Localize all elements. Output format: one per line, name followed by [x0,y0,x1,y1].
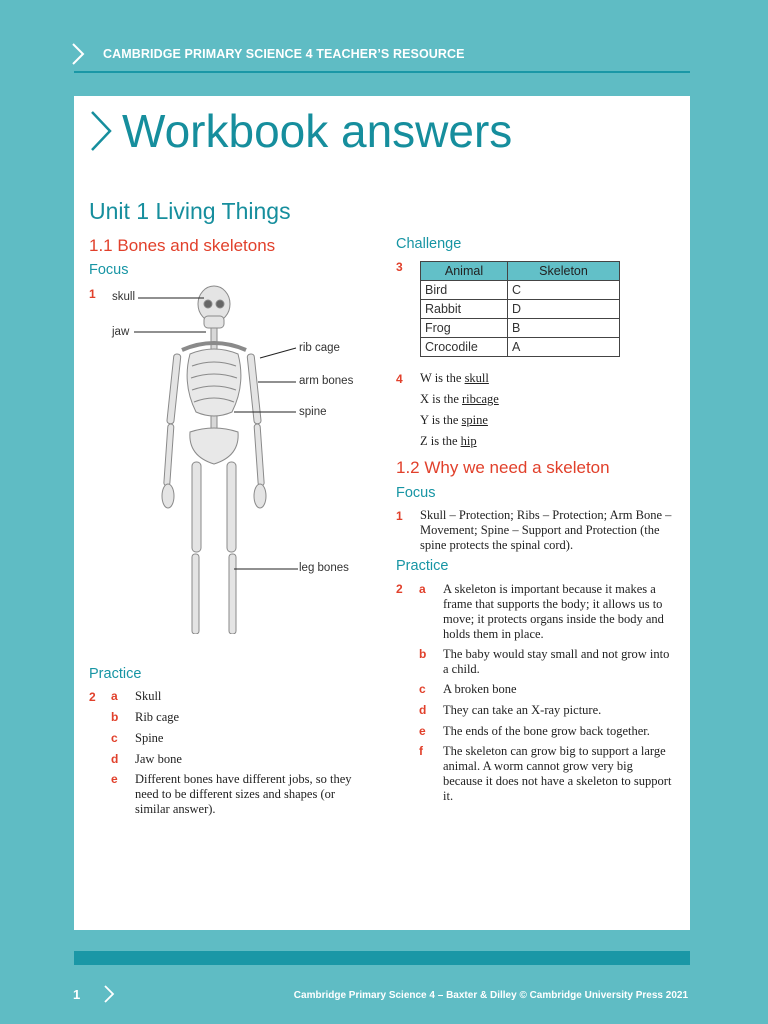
header-title: CAMBRIDGE PRIMARY SCIENCE 4 TEACHER’S RESOURCE [103,47,465,61]
table-cell: Frog [421,319,508,338]
list-item [419,682,675,697]
chevron-right-icon [70,42,86,66]
list-item [419,582,675,642]
question-number: 4 [396,372,403,386]
answer-text: Skull [135,689,162,703]
answer-letter: a [111,689,118,703]
question-number: 3 [396,260,403,274]
page-title-text: Workbook answers [122,105,513,157]
answer-letter: b [111,710,119,724]
label-rib-cage: rib cage [299,342,340,354]
q4-answer: hip [460,434,477,448]
challenge-table [420,261,620,357]
section-1-1-title: 1.1 Bones and skeletons [89,236,276,255]
answer-text: Different bones have different jobs, so they need to be different sizes and shapes (or similar answer). [135,772,352,816]
table-row [421,300,620,319]
page-title [88,104,512,158]
chevron-right-icon [103,984,115,1004]
chevron-right-icon [88,108,114,154]
answer-letter: e [419,724,426,738]
question-number: 2 [89,690,96,704]
question-number: 2 [396,582,403,596]
answer-text: A broken bone [443,682,517,696]
list-item [111,752,182,767]
table-cell: Rabbit [421,300,508,319]
challenge-heading: Challenge [396,236,462,252]
practice-heading: Practice [89,666,142,682]
label-spine: spine [299,406,327,418]
content-page [74,96,690,930]
header-divider [74,71,690,73]
focus-answer: Skull – Protection; Ribs – Protection; Arm Bone – Movement; Spine – Support and Protection (the spine protects the spinal cord). [420,508,672,552]
focus-heading: Focus [89,262,129,278]
q4-answer: spine [461,413,488,427]
answer-text: Rib cage [135,710,180,724]
q4-prefix: X is the [420,392,463,406]
table-cell: D [508,300,620,319]
label-line-leg [234,566,304,576]
answer-letter: d [111,752,119,766]
answer-letter: c [419,682,426,696]
table-header-row [421,262,620,281]
list-item [111,772,367,817]
list-item [419,724,675,739]
focus-heading: Focus [396,485,436,501]
answer-text: Jaw bone [135,752,182,766]
table-cell: Bird [421,281,508,300]
list-item [111,710,179,725]
table-row [421,319,620,338]
answer-text: A skeleton is important because it makes a frame that supports the body; it allows us to move; it protects organs inside the body and holds them in place. [443,582,664,641]
q4-answer: skull [464,371,489,385]
q4-prefix: Y is the [420,413,462,427]
answer-letter: b [419,647,427,661]
answer-text: The baby would stay small and not grow into a child. [443,647,670,676]
table-row [421,338,620,357]
list-item [111,731,163,746]
table-cell: Crocodile [421,338,508,357]
list-item [419,744,675,804]
answer-text: They can take an X-ray picture. [443,703,602,717]
column-header: Skeleton [508,262,620,281]
table-row [421,281,620,300]
answer-text: The ends of the bone grow back together. [443,724,650,738]
list-item [419,647,675,677]
question-number: 1 [89,287,96,301]
list-item [111,689,161,704]
q4-answer: ribcage [462,392,499,406]
answer-letter: c [111,731,118,745]
q4-line [420,371,489,386]
label-jaw: jaw [112,326,130,338]
q4-line [420,413,488,428]
q4-prefix: Z is the [420,434,461,448]
footer-credit: Cambridge Primary Science 4 – Baxter & Dilley © Cambridge University Press 2021 [293,990,688,1001]
answer-letter: a [419,582,426,596]
q4-prefix: W is the [420,371,465,385]
label-leg-bones: leg bones [299,562,349,574]
answer-letter: f [419,744,423,758]
table-cell: C [508,281,620,300]
label-skull: skull [112,291,136,303]
answer-text: The skeleton can grow big to support a large animal. A worm cannot grow very big because it does not have a skeleton to support it. [443,744,672,803]
answer-letter: d [419,703,427,717]
question-number: 1 [396,509,403,523]
table-cell: A [508,338,620,357]
page-number: 1 [73,987,81,1002]
q4-line [420,392,499,407]
label-arm-bones: arm bones [299,375,354,387]
practice-heading: Practice [396,558,449,574]
q4-line [420,434,477,449]
answer-letter: e [111,772,118,786]
column-header: Animal [421,262,508,281]
section-1-2-title: 1.2 Why we need a skeleton [396,458,610,477]
answer-text: Spine [135,731,164,745]
footer-band [74,951,690,965]
table-cell: B [508,319,620,338]
unit-title: Unit 1 Living Things [89,198,291,224]
list-item [419,703,675,718]
